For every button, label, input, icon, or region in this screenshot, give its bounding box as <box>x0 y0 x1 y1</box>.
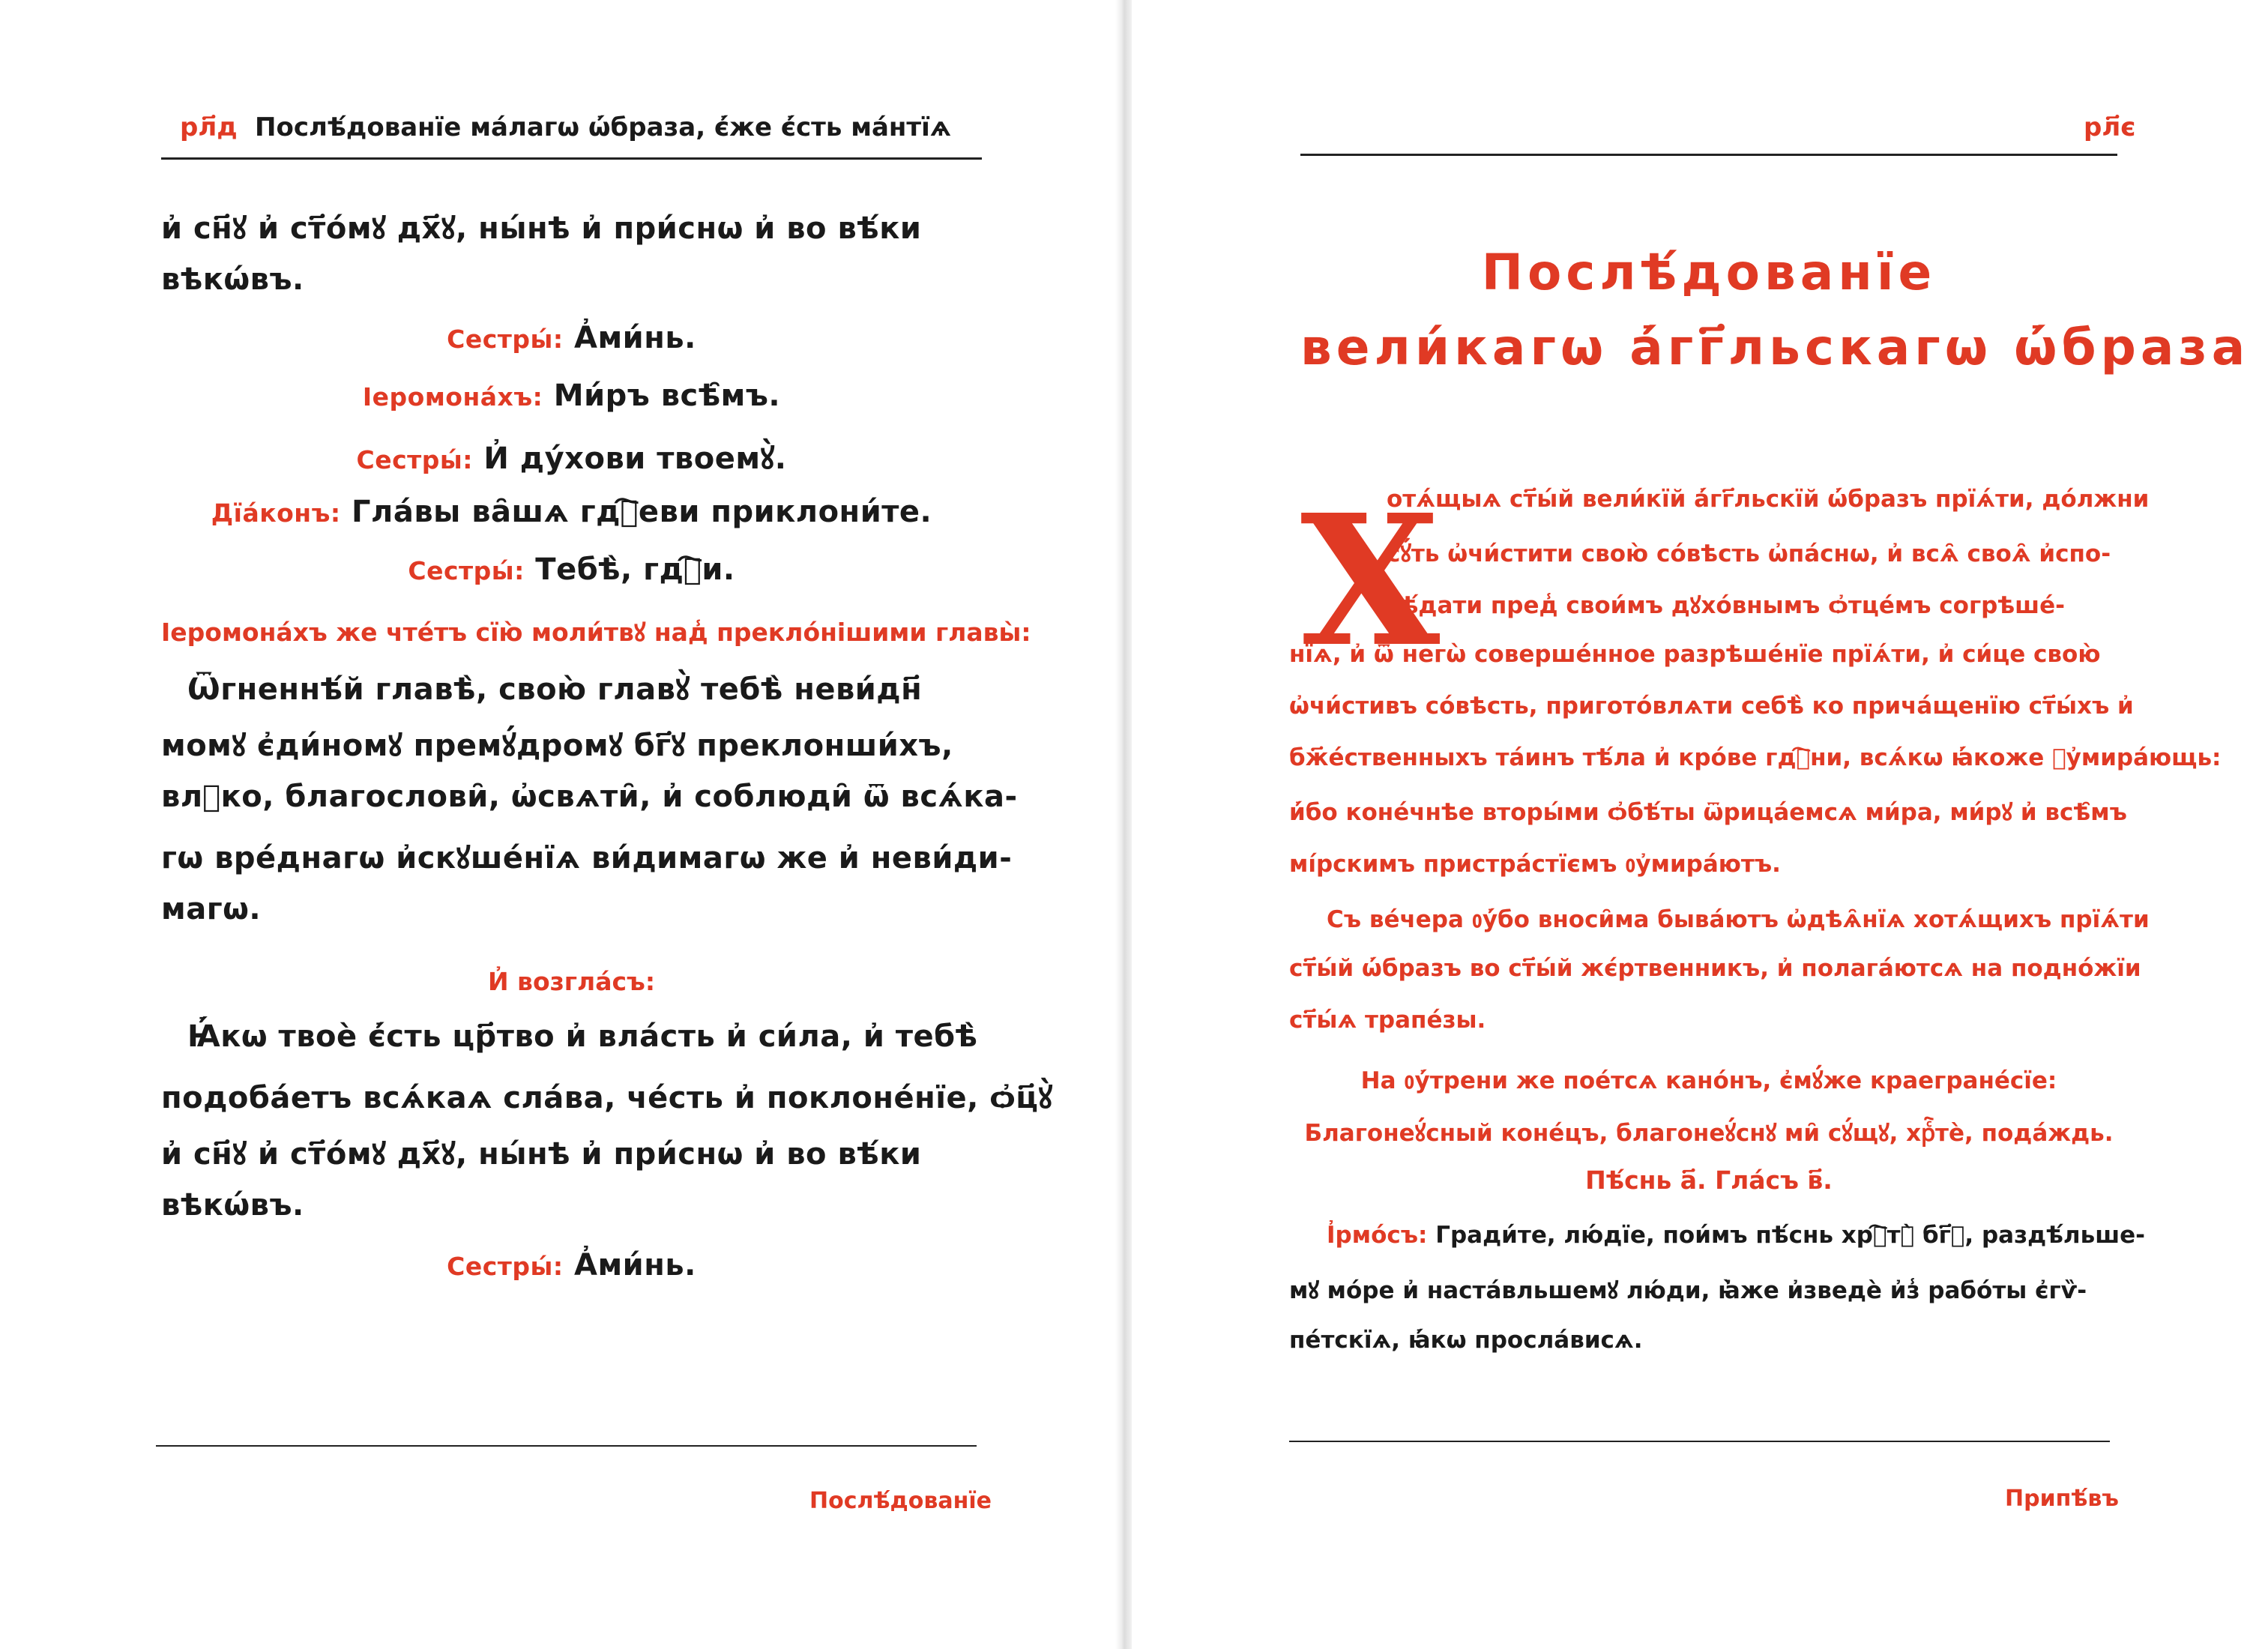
speaker-label: Дїа́конъ: <box>211 498 341 528</box>
dialogue-line <box>161 436 982 477</box>
speaker-label: Іеромона́хъ: <box>362 382 543 412</box>
prayer-line: гѡ вре́днагѡ и҆скꙋше́нїѧ ви́димагѡ же и҆ неви́ди- <box>161 841 1013 875</box>
rubric-paragraph-line: ст҃ы́й ѡ҆́бразъ во ст҃ы́й жє́ртвенникъ, и҆ полага́ютсѧ на подно́жїи <box>1289 955 2141 982</box>
rubric-paragraph-line: и҆́бо коне́чнѣе вторы́ми ѻ҆бѣ́ты ѿрица́емсѧ ми́ра, ми́рꙋ и҆ всѣ̑мъ <box>1289 799 2127 826</box>
rubric-paragraph-line: Съ ве́чера ᲂу҆́бо вноси̑ма быва́ютъ ѡ҆дѣѧ̑нїѧ хотѧ́щихъ прїѧ́ти <box>1327 906 2150 933</box>
section-title-line-2: вели́кагѡ а҆́гг҃льскагѡ ѡ҆́браза <box>1300 319 2250 376</box>
exclamation-line: и҆ сн҃ꙋ и҆ ст҃о́мꙋ дх҃ꙋ, ны́нѣ и҆ при́снѡ и҆ во вѣ́ки <box>161 1137 922 1172</box>
irmos-text: Гради́те, лю́дїе, пои́мъ пѣ́снь хрⷭ҇тꙋ̀ бг҃ꙋ, раздѣ́льше- <box>1435 1222 2146 1249</box>
ode-heading: Пѣ́снь а҃. Гла́съ в҃. <box>1585 1166 1833 1195</box>
dialogue-text: И҆ ду́хови твоемꙋ̀. <box>483 441 787 476</box>
text-line: вѣкѡ́въ. <box>161 262 304 297</box>
right-footer-rule <box>1289 1441 2110 1442</box>
dialogue-line <box>161 379 982 413</box>
dialogue-line <box>161 321 982 355</box>
drop-cap: Х <box>1300 475 1441 687</box>
irmos-line <box>1327 1222 2145 1249</box>
left-page <box>0 0 1124 1649</box>
speaker-label: Сестры́: <box>447 325 564 354</box>
dialogue-text: А҆ми́нь. <box>574 1248 696 1282</box>
left-footer-rule <box>156 1445 977 1447</box>
left-catchword: Послѣ́дованїе <box>809 1488 992 1514</box>
left-running-title: Послѣ́дованїе ма́лагѡ ѡ҆́браза, є҆́же є҆́сть ма́нтїѧ <box>255 112 952 142</box>
prayer-line: влⷣко, благослови̑, ѡ҆свѧти̑, и҆ соблюди̑ ѿ всѧ́ка- <box>161 780 1018 814</box>
rubric-paragraph-line: отѧ́щыѧ ст҃ы́й вели́кїй а҆́гг҃льскїй ѡ҆́бразъ прїѧ́ти, до́лжни <box>1387 486 2150 513</box>
dialogue-line <box>161 495 982 529</box>
dialogue-text: Гла́вы ва̑шѧ гдⷭ҇еви приклони́те. <box>352 495 932 529</box>
section-title-line-1: Послѣ́дованїе <box>1481 244 1937 301</box>
dialogue-line <box>161 552 982 587</box>
exclamation-line: Ꙗ҆́кѡ твоѐ є҆́сть цр҃тво и҆ вла́сть и҆ си́ла, и҆ тебѣ̀ <box>187 1019 978 1054</box>
dialogue-text: А҆ми́нь. <box>574 321 696 355</box>
prayer-line: магѡ. <box>161 892 262 926</box>
right-header-rule <box>1300 154 2117 156</box>
rubric-paragraph-line: сꙋ́ть ѡ҆чи́стити свою̀ со́вѣсть ѡ҆па́снѡ, и҆ всѧ̑ своѧ̑ и҆спо- <box>1387 540 2111 567</box>
left-page-number: рл҃д <box>180 112 238 142</box>
prayer-line: момꙋ є҆ди́номꙋ премꙋ́дромꙋ бг҃ꙋ преклонши́хъ, <box>161 729 953 763</box>
rubric-line: Іеромона́хъ же чте́тъ сїю̀ моли́твꙋ над̾ прекло́нішими главы̀: <box>161 618 1031 647</box>
speaker-label: Сестры́: <box>408 556 525 585</box>
text-line: и҆ сн҃ꙋ и҆ ст҃о́мꙋ дх҃ꙋ, ны́нѣ и҆ при́снѡ и҆ во вѣ́ки <box>161 211 922 246</box>
left-header-rule <box>161 157 982 160</box>
rubric-paragraph-line: бж҃е́ственныхъ та́инъ тѣ́ла и҆ кро́ве гдⷭ҇ни, всѧ́кѡ ꙗ҆́коже ᲂу҆мира́ющь: <box>1289 744 2222 771</box>
speaker-label: Сестры́: <box>447 1252 564 1281</box>
dialogue-text: Тебѣ̀, гдⷭ҇и. <box>535 552 735 587</box>
rubric-paragraph-line: ст҃ы́ѧ трапе́зы. <box>1289 1007 1486 1034</box>
rubric-line: И҆ возгла́съ: <box>487 967 656 996</box>
right-catchword: Припѣ́въ <box>2005 1486 2119 1512</box>
right-page-number: рл҃є <box>2084 112 2136 142</box>
dialogue-line <box>161 1248 982 1282</box>
irmos-line: мꙋ мо́ре и҆ наста́вльшемꙋ лю́ди, ꙗ҆̀же и҆зведѐ и҆з̾ рабо́ты є҆гѷ- <box>1289 1277 2087 1304</box>
acrostic-line: Благонеꙋ́сный коне́цъ, благонеꙋ́снꙋ ми̑ сꙋ́щꙋ, хрⷭ҇тѐ, пода́ждь. <box>1304 1120 2114 1147</box>
irmos-line: пе́тскїѧ, ꙗ҆́кѡ просла́висѧ. <box>1289 1327 1643 1354</box>
irmos-label: І҆рмо́съ: <box>1327 1222 1428 1249</box>
rubric-paragraph-line: ѡ҆чи́стивъ со́вѣсть, пригото́влѧти себѣ̀ ко прича́щенїю ст҃ы́хъ и҆ <box>1289 693 2134 720</box>
canon-intro-line: На ᲂу҆́трени же пое́тсѧ кано́нъ, є҆мꙋ́же краегране́сїе: <box>1360 1067 2057 1094</box>
prayer-line: Ѿгненнѣ́й главѣ̀, свою̀ главꙋ̀ тебѣ̀ неви́дн҃ <box>187 672 923 707</box>
dialogue-text: Ми́ръ всѣ̑мъ. <box>553 379 781 413</box>
rubric-paragraph-line: нїѧ, и҆ ѿ негѡ̀ соверше́нное разрѣше́нїе прїѧ́ти, и҆ си́це свою̀ <box>1289 641 2101 668</box>
book-spine <box>1115 0 1132 1649</box>
rubric-paragraph-line: мі́рскимъ пристра́стїємъ ᲂу҆мира́ютъ. <box>1289 851 1781 878</box>
rubric-paragraph-line: вѣ́дати пред̾ свои́мъ дꙋхо́внымъ ѻ҆тце́мъ согрѣше́- <box>1387 592 2065 619</box>
exclamation-line: подоба́етъ всѧ́каѧ сла́ва, че́сть и҆ поклоне́нїе, ѻ҆ц҃ꙋ̀ <box>161 1081 1053 1115</box>
speaker-label: Сестры́: <box>356 445 473 474</box>
exclamation-line: вѣкѡ́въ. <box>161 1188 304 1223</box>
